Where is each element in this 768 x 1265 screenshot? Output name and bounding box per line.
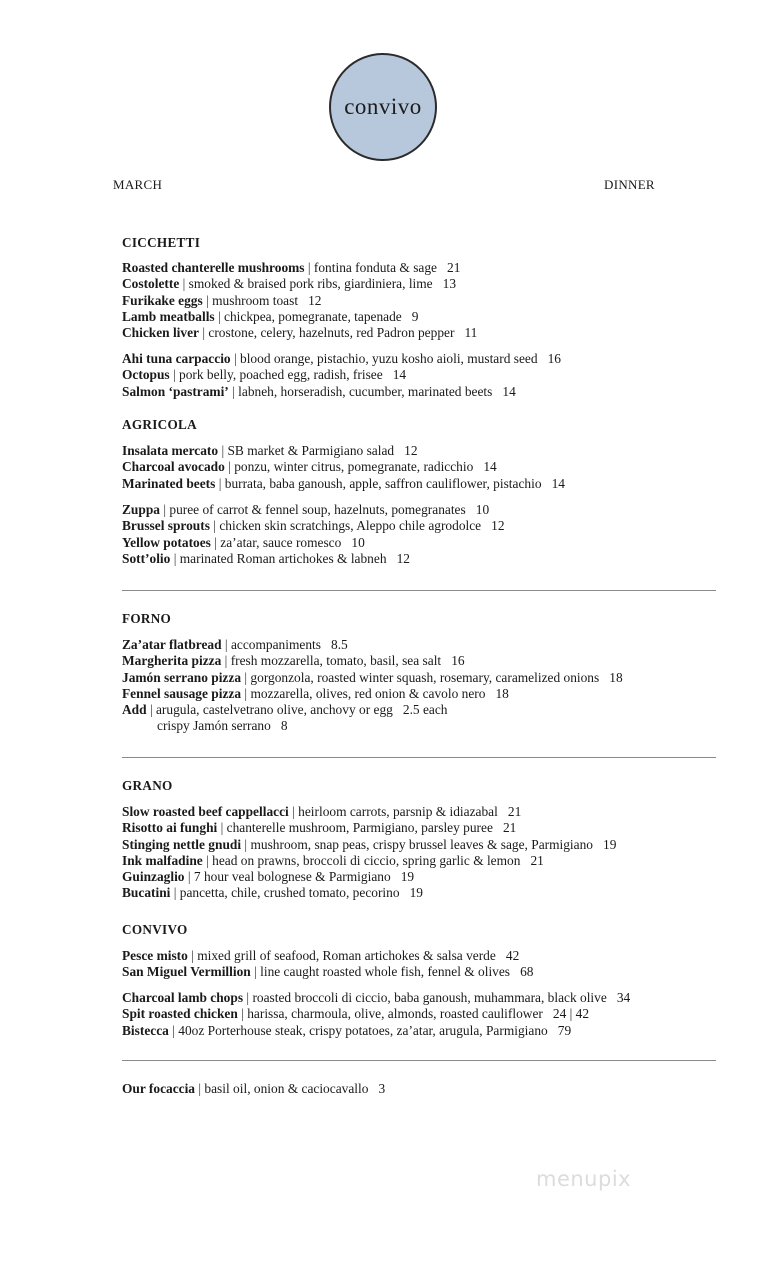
item-price: 19 bbox=[603, 836, 617, 852]
focaccia-line bbox=[122, 1081, 385, 1097]
separator: | bbox=[292, 804, 295, 819]
item-price: 18 bbox=[495, 685, 509, 701]
separator: | bbox=[254, 964, 257, 980]
menu-item bbox=[122, 948, 533, 964]
item-price: 19 bbox=[409, 885, 423, 901]
separator: | bbox=[217, 308, 221, 324]
separator: | bbox=[149, 702, 153, 718]
separator: | bbox=[191, 948, 194, 963]
menupix-watermark: menupix bbox=[536, 1167, 632, 1191]
menu-item bbox=[122, 637, 623, 653]
separator: | bbox=[214, 534, 217, 550]
item-price: 34 bbox=[616, 990, 631, 1005]
section-title-convivo: CONVIVO bbox=[122, 922, 188, 937]
item-price: 42 bbox=[505, 948, 520, 963]
menu-item bbox=[122, 837, 616, 853]
separator: | bbox=[218, 475, 222, 491]
item-price: 3 bbox=[378, 1081, 386, 1096]
separator: | bbox=[206, 852, 209, 868]
item-price: 12 bbox=[404, 443, 418, 458]
item-desc: arugula, castelvetrano olive, anchovy or egg bbox=[155, 702, 393, 718]
menu-month: MARCH bbox=[113, 177, 163, 192]
separator: | bbox=[220, 820, 224, 836]
menu-item bbox=[122, 351, 561, 367]
item-name: Guinzaglio bbox=[122, 869, 185, 885]
section-divider bbox=[122, 1060, 716, 1061]
item-name: Costolette bbox=[122, 276, 180, 292]
menu-item bbox=[122, 502, 505, 518]
separator: | bbox=[172, 367, 176, 383]
item-name: Charcoal avocado bbox=[122, 459, 225, 475]
item-desc: head on prawns, broccoli di ciccio, spring garlic & lemon bbox=[212, 852, 521, 868]
menu-item bbox=[122, 443, 565, 459]
menu-item bbox=[122, 885, 616, 901]
item-desc: crostone, celery, hazelnuts, red Padron pepper bbox=[208, 325, 455, 341]
item-desc: basil oil, onion & caciocavallo bbox=[204, 1081, 369, 1096]
item-price: 13 bbox=[442, 276, 457, 292]
item-name: Brussel sprouts bbox=[122, 518, 210, 534]
item-name: San Miguel Vermillion bbox=[122, 964, 251, 980]
item-desc: 7 hour veal bolognese & Parmigiano bbox=[193, 869, 391, 885]
menu-meal: DINNER bbox=[604, 177, 655, 192]
menu-item bbox=[122, 293, 477, 309]
item-desc: gorgonzola, roasted winter squash, rosemary, caramelized onions bbox=[250, 669, 600, 685]
item-name: Charcoal lamb chops bbox=[122, 990, 244, 1005]
menu-item bbox=[122, 367, 561, 383]
item-desc: mixed grill of seafood, Roman artichokes & salsa verde bbox=[197, 948, 496, 963]
item-price: 8 bbox=[280, 718, 288, 734]
separator: | bbox=[172, 1022, 175, 1038]
item-name: Spit roasted chicken bbox=[122, 1006, 238, 1022]
section-divider bbox=[122, 757, 716, 758]
item-price: 2.5 each bbox=[402, 702, 448, 718]
menu-item bbox=[122, 518, 505, 534]
item-desc: heirloom carrots, parsnip & idiazabal bbox=[298, 804, 498, 819]
menu-item bbox=[122, 820, 616, 836]
cicchetti-group-2 bbox=[122, 351, 561, 400]
menu-item bbox=[122, 325, 477, 341]
convivo-logo bbox=[329, 53, 437, 161]
item-price: 16 bbox=[451, 653, 465, 669]
item-price: 14 bbox=[483, 459, 497, 475]
item-name: Ink malfadine bbox=[122, 852, 203, 868]
item-desc: ponzu, winter citrus, pomegranate, radicchio bbox=[234, 459, 474, 475]
item-price: 24 | 42 bbox=[552, 1006, 590, 1022]
separator: | bbox=[244, 669, 248, 685]
item-name: Marinated beets bbox=[122, 475, 216, 491]
item-name: Fennel sausage pizza bbox=[122, 685, 242, 701]
item-price: 14 bbox=[551, 475, 565, 491]
menu-item bbox=[122, 551, 505, 567]
item-price: 10 bbox=[475, 502, 490, 517]
menu-item bbox=[122, 1081, 385, 1097]
item-name: Bistecca bbox=[122, 1022, 169, 1038]
item-desc: mushroom toast bbox=[212, 292, 299, 308]
item-price: 21 bbox=[502, 820, 517, 836]
item-name: Add bbox=[122, 702, 147, 718]
separator: | bbox=[173, 550, 177, 566]
menu-item bbox=[122, 990, 630, 1006]
menu-item bbox=[122, 702, 623, 718]
item-desc: harissa, charmoula, olive, almonds, roasted cauliflower bbox=[247, 1006, 543, 1022]
item-desc: SB market & Parmigiano salad bbox=[227, 443, 395, 458]
separator: | bbox=[228, 459, 231, 475]
item-desc: mozzarella, olives, red onion & cavolo nero bbox=[250, 685, 486, 701]
item-desc: mushroom, snap peas, crispy brussel leaves & sage, Parmigiano bbox=[250, 836, 593, 852]
item-name: Yellow potatoes bbox=[122, 534, 211, 550]
menu-item bbox=[122, 476, 565, 492]
menu-item bbox=[122, 260, 477, 276]
menu-item bbox=[122, 869, 616, 885]
menu-item bbox=[122, 670, 623, 686]
separator: | bbox=[206, 292, 209, 308]
item-name: Margherita pizza bbox=[122, 653, 222, 669]
menu-addon bbox=[122, 718, 623, 734]
logo-text: convivo bbox=[344, 94, 422, 119]
menu-item bbox=[122, 276, 477, 292]
item-desc: chickpea, pomegranate, tapenade bbox=[224, 308, 402, 324]
item-price: 10 bbox=[351, 534, 365, 550]
menu-item bbox=[122, 653, 623, 669]
separator: | bbox=[307, 260, 311, 275]
separator: | bbox=[163, 502, 167, 517]
menu-item bbox=[122, 1006, 630, 1022]
item-price: 8.5 bbox=[331, 637, 348, 652]
menu-item bbox=[122, 686, 623, 702]
item-price: 14 bbox=[392, 367, 407, 383]
item-desc: crispy Jamón serrano bbox=[157, 718, 271, 734]
item-name: Salmon ‘pastrami’ bbox=[122, 383, 229, 399]
menu-item bbox=[122, 1023, 630, 1039]
separator: | bbox=[224, 653, 228, 669]
item-desc: chicken skin scratchings, Aleppo chile agrodolce bbox=[219, 518, 482, 534]
item-desc: chanterelle mushroom, Parmigiano, parsley puree bbox=[226, 820, 493, 836]
separator: | bbox=[221, 443, 225, 458]
item-name: Furikake eggs bbox=[122, 292, 203, 308]
item-desc: labneh, horseradish, cucumber, marinated beets bbox=[238, 383, 493, 399]
item-desc: fresh mozzarella, tomato, basil, sea salt bbox=[230, 653, 442, 669]
item-price: 16 bbox=[547, 351, 561, 366]
menu-item bbox=[122, 853, 616, 869]
item-name: Chicken liver bbox=[122, 325, 199, 341]
item-name: Slow roasted beef cappellacci bbox=[122, 804, 289, 819]
item-desc: pancetta, chile, crushed tomato, pecorino bbox=[179, 885, 400, 901]
item-price: 21 bbox=[507, 804, 522, 819]
item-name: Pesce misto bbox=[122, 948, 188, 963]
agricola-group-2 bbox=[122, 502, 505, 567]
menu-item bbox=[122, 384, 561, 400]
item-desc: marinated Roman artichokes & labneh bbox=[179, 550, 387, 566]
separator: | bbox=[246, 990, 250, 1005]
item-desc: line caught roasted whole fish, fennel & olives bbox=[260, 964, 511, 980]
item-price: 11 bbox=[464, 325, 478, 341]
separator: | bbox=[244, 836, 248, 852]
separator: | bbox=[233, 351, 237, 366]
item-price: 21 bbox=[447, 260, 461, 275]
item-desc: pork belly, poached egg, radish, frisee bbox=[179, 367, 383, 383]
item-name: Za’atar flatbread bbox=[122, 637, 222, 652]
item-price: 18 bbox=[609, 669, 623, 685]
separator: | bbox=[198, 1081, 202, 1096]
section-divider bbox=[122, 590, 716, 591]
menu-item bbox=[122, 804, 616, 820]
item-desc: 40oz Porterhouse steak, crispy potatoes, za’atar, arugula, Parmigiano bbox=[178, 1022, 548, 1038]
menu-item bbox=[122, 964, 533, 980]
item-desc: blood orange, pistachio, yuzu kosho aioli, mustard seed bbox=[240, 351, 538, 366]
item-price: 12 bbox=[491, 518, 505, 534]
item-desc: accompaniments bbox=[230, 637, 321, 652]
convivo-group-1 bbox=[122, 948, 533, 981]
item-name: Ahi tuna carpaccio bbox=[122, 351, 231, 366]
item-name: Lamb meatballs bbox=[122, 308, 215, 324]
item-price: 12 bbox=[396, 550, 410, 566]
menu-item bbox=[122, 309, 477, 325]
item-name: Zuppa bbox=[122, 502, 160, 517]
item-desc: smoked & braised pork ribs, giardiniera, lime bbox=[188, 276, 433, 292]
menu-item bbox=[122, 535, 505, 551]
forno-group-1 bbox=[122, 637, 623, 735]
item-desc: burrata, baba ganoush, apple, saffron cauliflower, pistachio bbox=[224, 475, 542, 491]
item-name: Octopus bbox=[122, 367, 170, 383]
item-price: 19 bbox=[400, 869, 415, 885]
item-name: Stinging nettle gnudi bbox=[122, 836, 242, 852]
separator: | bbox=[173, 885, 177, 901]
section-title-forno: FORNO bbox=[122, 611, 172, 626]
item-desc: fontina fonduta & sage bbox=[313, 260, 437, 275]
section-title-cicchetti: CICCHETTI bbox=[122, 235, 201, 250]
separator: | bbox=[202, 325, 206, 341]
item-name: Roasted chanterelle mushrooms bbox=[122, 260, 305, 275]
item-desc: puree of carrot & fennel soup, hazelnuts, pomegranates bbox=[169, 502, 466, 517]
item-name: Insalata mercato bbox=[122, 443, 219, 458]
item-name: Jamón serrano pizza bbox=[122, 669, 242, 685]
separator: | bbox=[224, 637, 228, 652]
cicchetti-group-1 bbox=[122, 260, 477, 341]
item-name: Our focaccia bbox=[122, 1081, 196, 1096]
section-title-agricola: AGRICOLA bbox=[122, 417, 197, 432]
separator: | bbox=[241, 1006, 244, 1022]
separator: | bbox=[187, 869, 191, 885]
separator: | bbox=[232, 383, 235, 399]
separator: | bbox=[244, 685, 248, 701]
item-price: 9 bbox=[411, 308, 419, 324]
section-title-grano: GRANO bbox=[122, 778, 173, 793]
menu-item bbox=[122, 459, 565, 475]
item-name: Risotto ai funghi bbox=[122, 820, 218, 836]
convivo-group-2 bbox=[122, 990, 630, 1039]
item-name: Sott’olio bbox=[122, 550, 171, 566]
grano-group-1 bbox=[122, 804, 616, 902]
item-name: Bucatini bbox=[122, 885, 171, 901]
item-price: 14 bbox=[502, 383, 516, 399]
item-desc: roasted broccoli di ciccio, baba ganoush, muhammara, black olive bbox=[252, 990, 607, 1005]
separator: | bbox=[182, 276, 186, 292]
item-desc: za’atar, sauce romesco bbox=[220, 534, 342, 550]
item-price: 79 bbox=[557, 1022, 572, 1038]
item-price: 12 bbox=[308, 292, 322, 308]
agricola-group-1 bbox=[122, 443, 565, 492]
separator: | bbox=[213, 518, 216, 534]
item-price: 68 bbox=[520, 964, 534, 980]
item-price: 21 bbox=[530, 852, 544, 868]
